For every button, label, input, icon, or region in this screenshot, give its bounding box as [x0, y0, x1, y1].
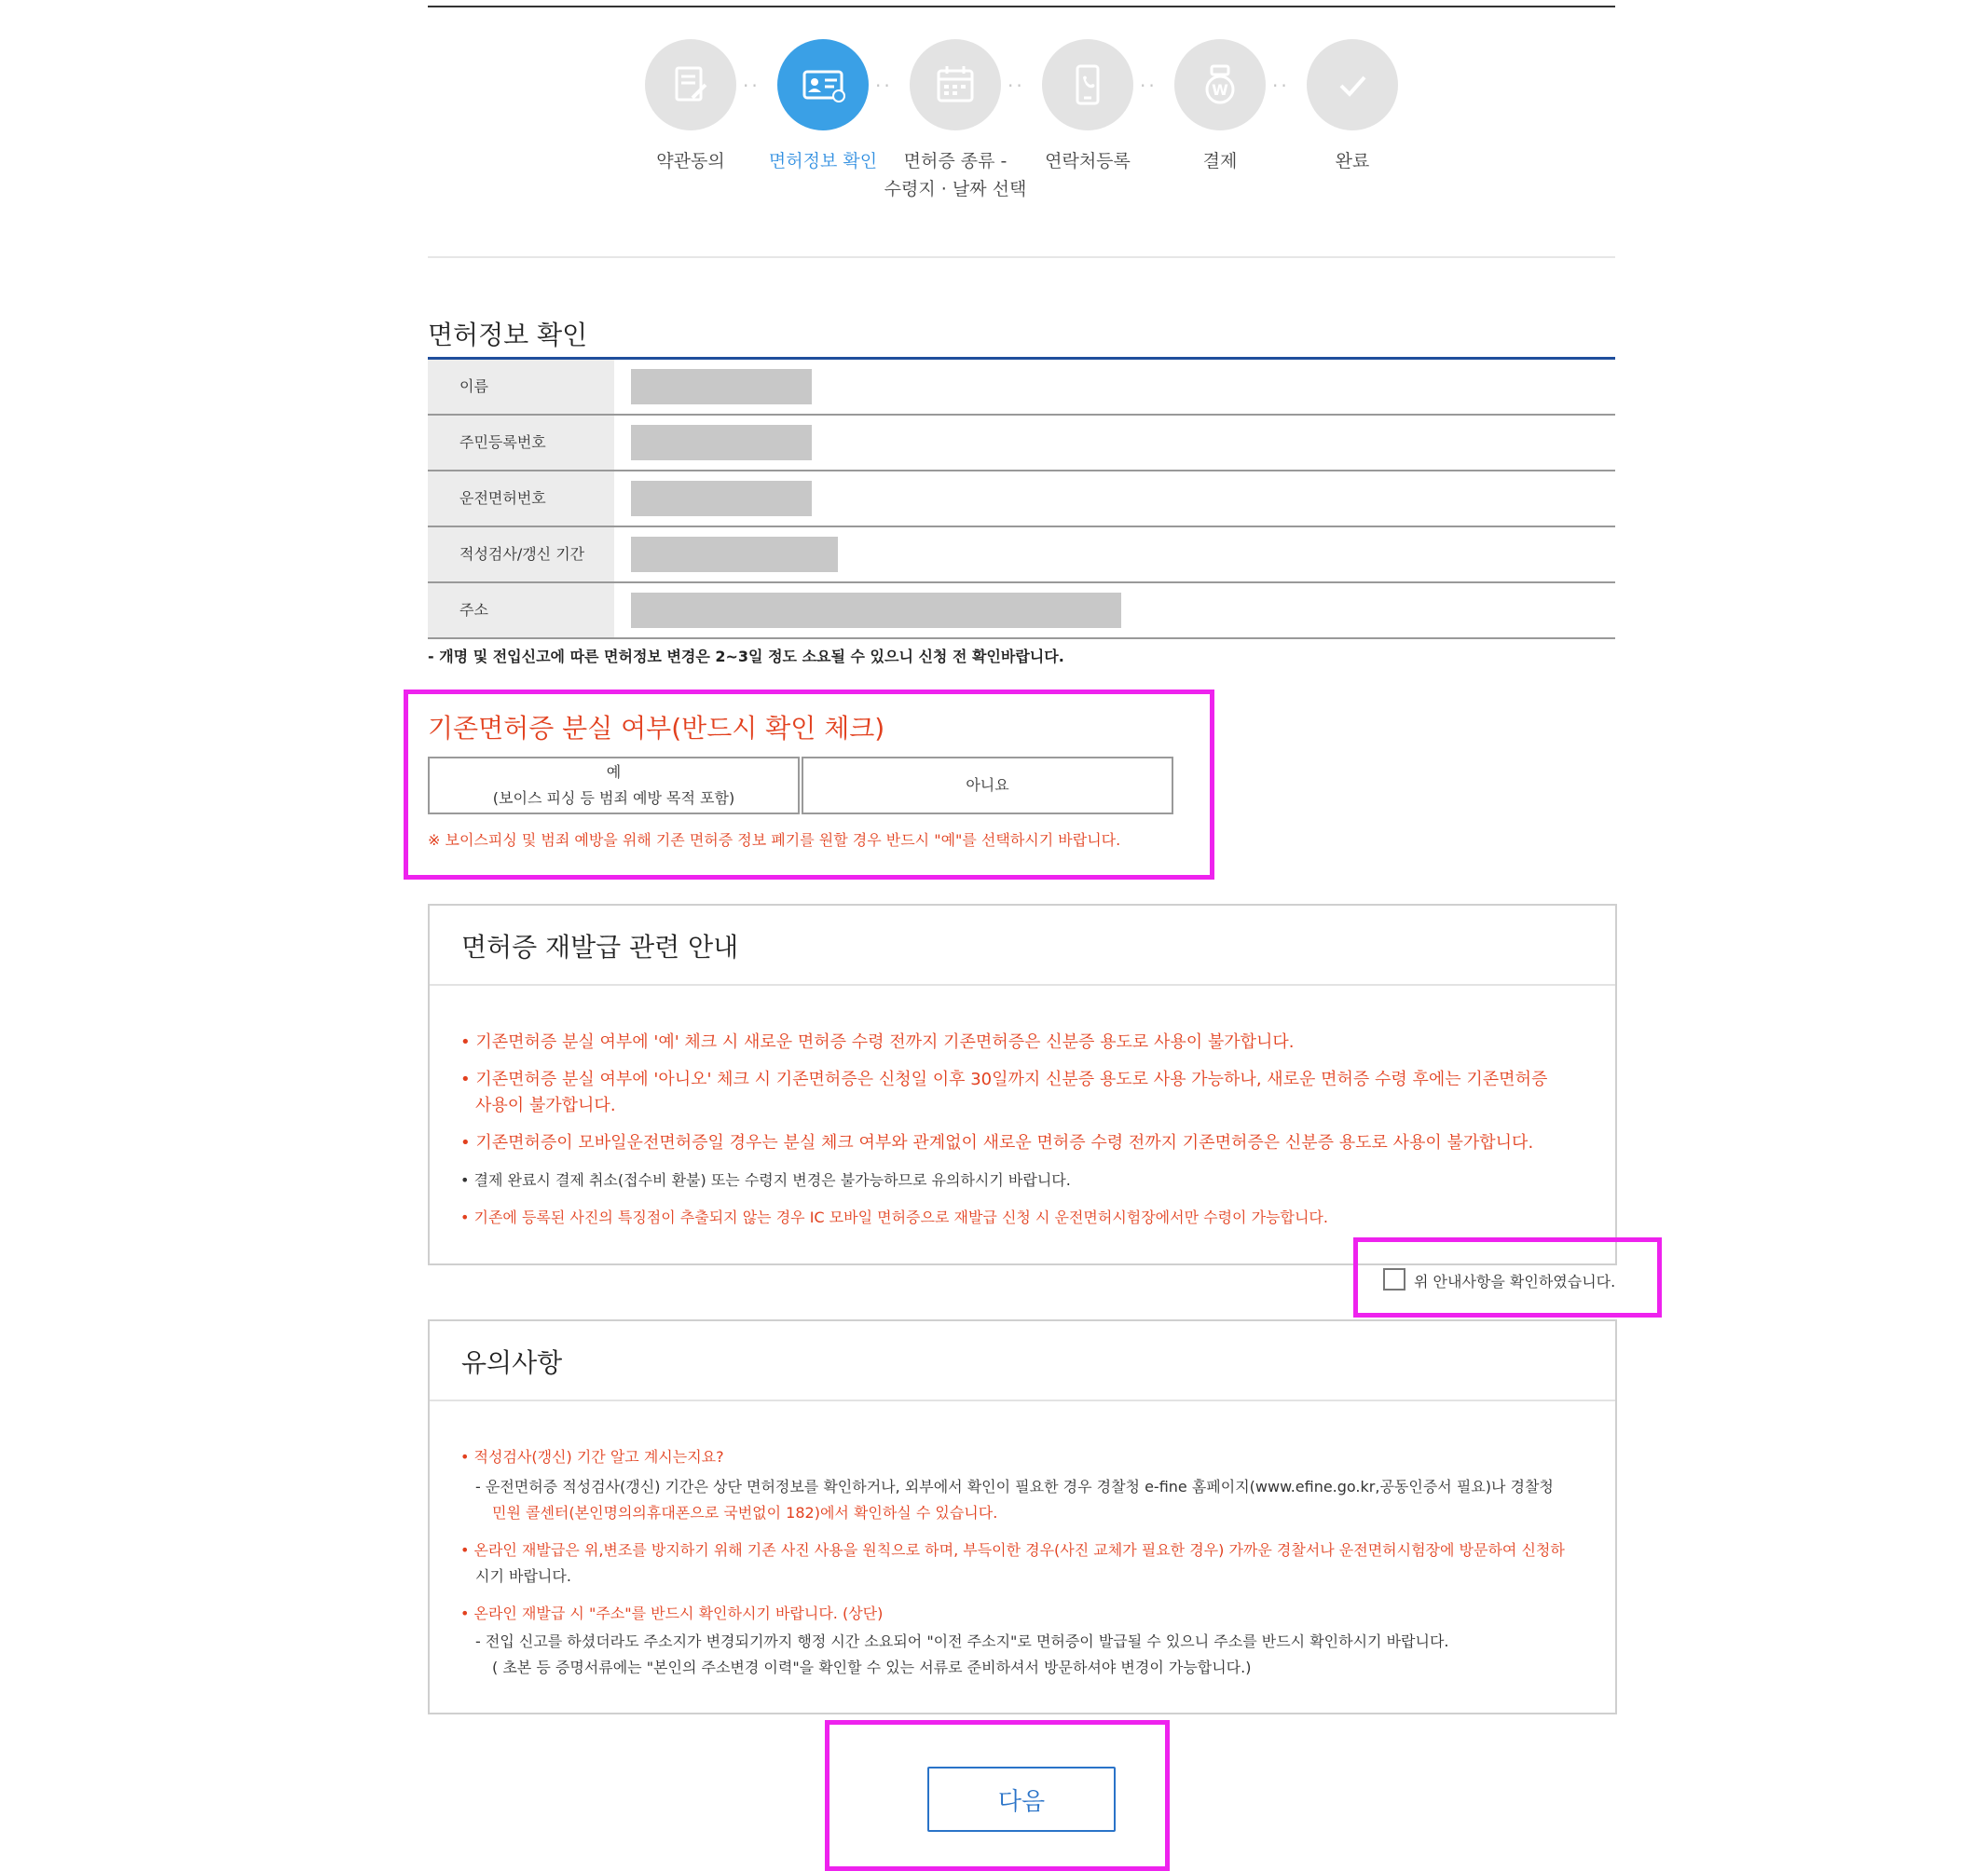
check-icon: [1328, 61, 1377, 109]
step-connector: ··: [875, 75, 893, 97]
info-row-address: [428, 583, 1615, 639]
step-label-line2: 수령지 · 날짜 선택: [884, 179, 1027, 199]
guide-item: • 기존에 등록된 사진의 특징점이 추출되지 않는 경우 IC 모바일 면허증으로 재발급 신청 시 운전면허시험장에서만 수령이 가능합니다.: [460, 1209, 1328, 1226]
redacted-value: [631, 537, 838, 572]
step-2-circle: [777, 39, 869, 130]
payment-icon: [1196, 61, 1244, 109]
box-divider: [430, 984, 1615, 986]
redacted-value: [631, 369, 812, 404]
step-5-circle: [1174, 39, 1266, 130]
info-row-name: [428, 360, 1615, 416]
lost-check-note: ※ 보이스피싱 및 범죄 예방을 위해 기존 면허증 정보 폐기를 원할 경우 반드시 "예"를 선택하시기 바랍니다.: [428, 831, 1121, 849]
step-label: 연락처등록: [1045, 151, 1131, 171]
confirm-checkbox-label[interactable]: 위 안내사항을 확인하였습니다.: [1414, 1273, 1616, 1291]
redacted-value: [631, 593, 1121, 628]
redacted-value: [631, 481, 812, 516]
license-info-note: - 개명 및 전입신고에 따른 면허정보 변경은 2~3일 정도 소요될 수 있으니 신청 전 확인바랍니다.: [428, 648, 1064, 665]
license-card-icon: [799, 61, 847, 109]
reissue-guide-title: 면허증 재발급 관련 안내: [461, 932, 739, 963]
step-label: 약관동의: [656, 151, 725, 171]
step-label: 완료: [1335, 151, 1370, 171]
info-label: 적성검사/갱신 기간: [428, 527, 614, 581]
step-connector: ··: [1008, 75, 1025, 97]
caution-heading: • 온라인 재발급 시 "주소"를 반드시 확인하시기 바랍니다. (상단): [460, 1605, 884, 1622]
info-row-renewal-period: [428, 527, 1615, 583]
guide-item: • 기존면허증 분실 여부에 '아니오' 체크 시 기존면허증은 신청일 이후 30일까지 신분증 용도로 사용 가능하나, 새로운 면허증 수령 후에는 기존면허증: [460, 1070, 1548, 1089]
step-4-circle: [1042, 39, 1133, 130]
document-pen-icon: [666, 61, 715, 109]
info-row-license-number: [428, 471, 1615, 527]
caution-detail-continued: 민원 콜센터(본인명의의휴대폰으로 국번없이 182)에서 확인하실 수 있습니다.: [492, 1504, 998, 1522]
license-info-title: 면허정보 확인: [428, 320, 588, 350]
step-label-current: 면허정보 확인: [768, 151, 878, 171]
top-divider: [428, 6, 1615, 7]
step-connector: ··: [743, 75, 761, 97]
yes-sublabel: (보이스 피싱 등 범죄 예방 목적 포함): [492, 789, 735, 807]
no-label: 아니요: [966, 776, 1009, 794]
guide-item: • 결제 완료시 결제 취소(접수비 환불) 또는 수령지 변경은 불가능하므로 유의하시기 바랍니다.: [460, 1171, 1071, 1189]
info-label: 운전면허번호: [428, 471, 614, 526]
caution-heading: • 적성검사(갱신) 기간 알고 계시는지요?: [460, 1448, 724, 1466]
guide-item-continued: 사용이 불가합니다.: [475, 1096, 616, 1115]
lost-yes-button[interactable]: [428, 757, 800, 814]
svg-text:W: W: [1212, 81, 1228, 99]
step-1-circle: [645, 39, 736, 130]
caution-detail-continued: 시기 바랍니다.: [475, 1567, 571, 1585]
info-row-resident-number: [428, 416, 1615, 471]
reissue-guide-list: [460, 1024, 1597, 1248]
step-connector: ··: [1140, 75, 1158, 97]
lost-no-button[interactable]: [802, 757, 1173, 814]
lost-check-title: 기존면허증 분실 여부(반드시 확인 체크): [428, 713, 885, 744]
step-connector: ··: [1272, 75, 1290, 97]
confirm-checkbox[interactable]: [1383, 1268, 1405, 1291]
info-label: 이름: [428, 360, 614, 414]
section-divider: [428, 256, 1615, 258]
calendar-icon: [931, 61, 980, 109]
redacted-value: [631, 425, 812, 460]
guide-item: • 기존면허증 분실 여부에 '예' 체크 시 새로운 면허증 수령 전까지 기존면허증은 신분증 용도로 사용이 불가합니다.: [460, 1032, 1295, 1052]
next-button[interactable]: 다음: [927, 1767, 1116, 1832]
box-divider: [430, 1400, 1615, 1401]
info-label: 주소: [428, 583, 614, 637]
caution-detail: - 운전면허증 적성검사(갱신) 기간은 상단 면허정보를 확인하거나, 외부에서 확인이 필요한 경우 경찰청 e-fine 홈페이지(www.efine.go.kr,공동인증서 필요)나 경찰청: [475, 1478, 1554, 1495]
caution-detail: - 전입 신고를 하셨더라도 주소지가 변경되기까지 행정 시간 소요되어 "이전 주소지"로 면허증이 발급될 수 있으니 주소를 반드시 확인하시기 바랍니다.: [475, 1632, 1449, 1650]
step-3-circle: [910, 39, 1001, 130]
phone-icon: [1063, 61, 1112, 109]
step-label: 면허증 종류 -: [903, 151, 1008, 171]
guide-item: • 기존면허증이 모바일운전면허증일 경우는 분실 체크 여부와 관계없이 새로운 면허증 수령 전까지 기존면허증은 신분증 용도로 사용이 불가합니다.: [460, 1133, 1534, 1153]
step-6-circle: [1307, 39, 1398, 130]
caution-title: 유의사항: [461, 1347, 563, 1378]
info-label: 주민등록번호: [428, 416, 614, 470]
caution-detail-continued: ( 초본 등 증명서류에는 "본인의 주소변경 이력"을 확인할 수 있는 서류로 준비하셔서 방문하셔야 변경이 가능합니다.): [492, 1659, 1252, 1676]
yes-label: 예: [606, 763, 622, 781]
caution-heading: • 온라인 재발급은 위,변조를 방지하기 위해 기존 사진 사용을 원칙으로 하며, 부득이한 경우(사진 교체가 필요한 경우) 가까운 경찰서나 운전면허시험장에 방문하여 신청하: [460, 1541, 1565, 1559]
step-label: 결제: [1202, 151, 1238, 171]
caution-list: [460, 1444, 1597, 1696]
